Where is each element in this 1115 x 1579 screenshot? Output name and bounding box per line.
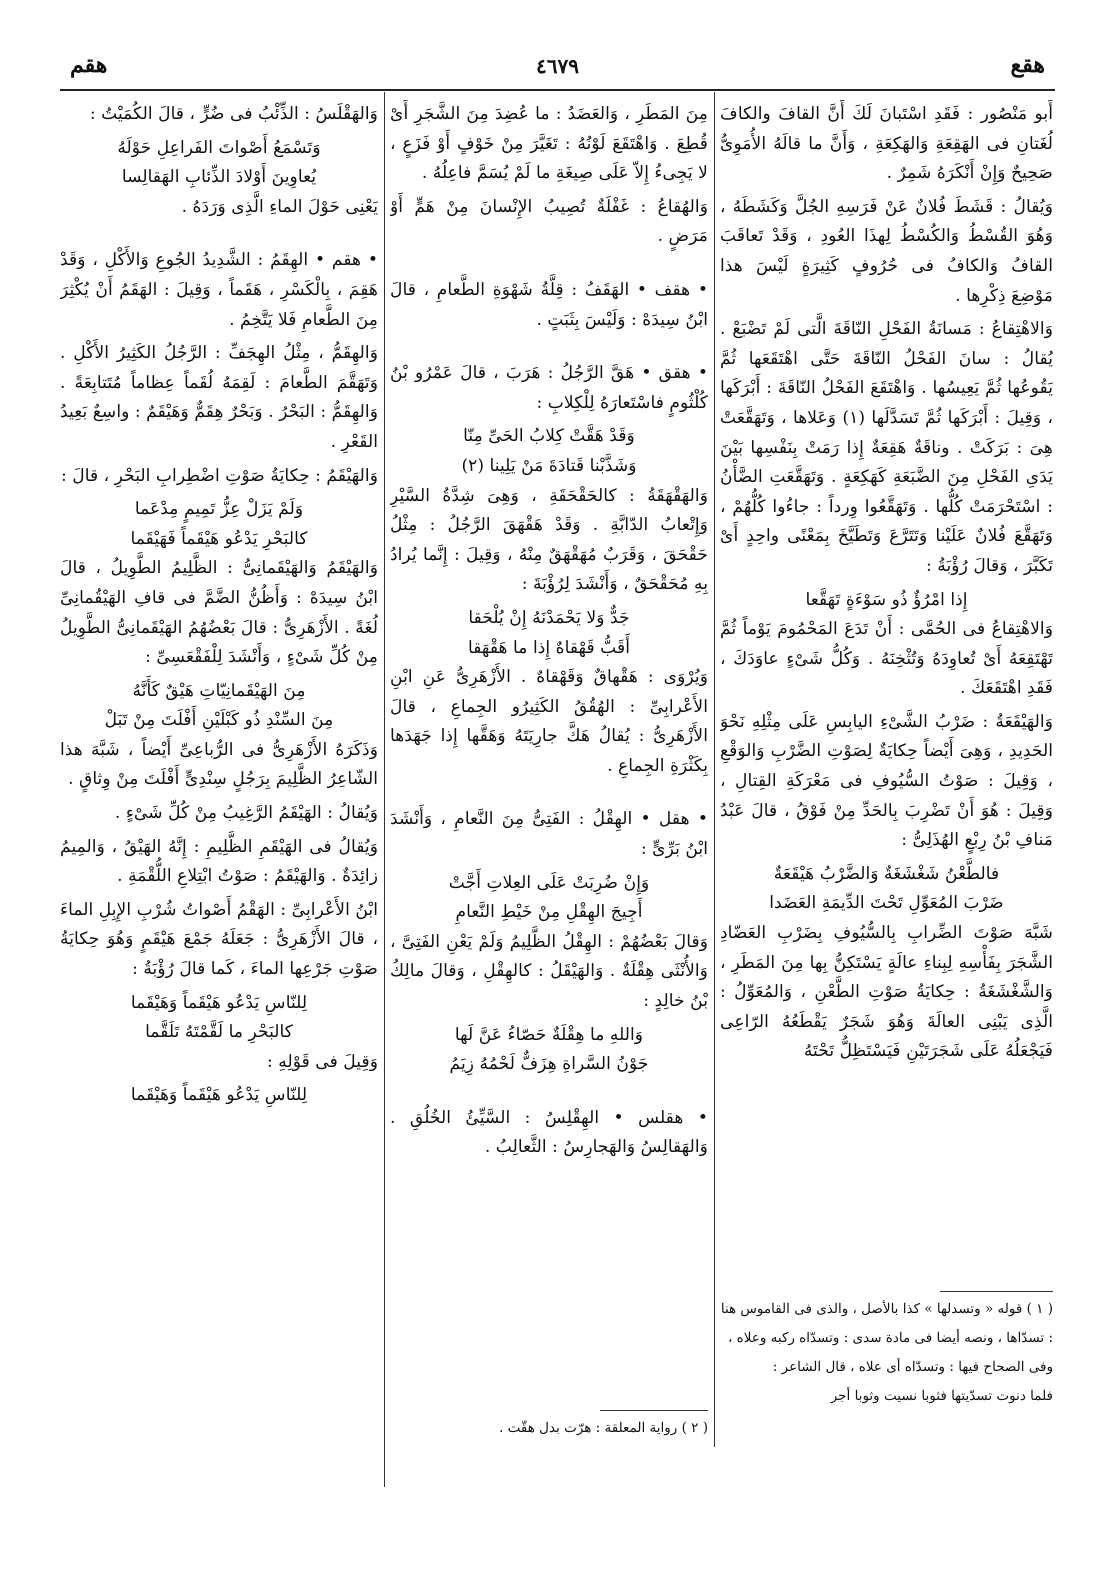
verse-line: أَجِيجَ الهِقْلِ مِنْ خَيْطِ النَّعامِ	[455, 902, 643, 923]
paragraph: وَالهَقْلَسُ : الذِّئْبُ فى ضُرٍّ ، قالَ الكُمَيْتُ :	[89, 104, 378, 124]
verse-line: يُعاوِينَ أَوْلادَ الذِّئابِ الهَقالِسا	[121, 167, 317, 188]
paragraph: وَيُرْوَى : هَقْهاقٌ وَقَهْقاهٌ . الأَزْهَرِىُّ عَنِ ابْنِ الأَعْرابِىِّ : الهُقُقُ الكَثِيرُو الجِماعِ ، قالَ الأَزْهَرِىُّ : يُقالُ هَكَّ جارِيَتَهُ وَهَقَّها إِذا جَهَدَها بِكَثْرَةِ الجِماعِ .	[390, 667, 708, 776]
verse-line: وَشَذَّبْنا قَتادَةَ مَنْ يَلِينا (٢)	[461, 455, 637, 476]
entry-heading-paragraph: • هقل • الهِقْلُ : الفَتِىُّ مِنَ النَّعامِ ، وَأَنْشَدَ ابْنُ بَرِّىٍّ :	[390, 809, 708, 860]
paragraph: يَعْنِى حَوْلَ الماءِ الَّذِى وَرَدَهُ .	[181, 196, 378, 217]
paragraph: وَذَكَرَهُ الأَزْهَرِىُّ فى الرُّباعِىِّ أَيْضاً ، شَبَّهَ هذا الشّاعِرُ الظَّلِيمَ بِرَجُلٍ سِنْدِىٍّ أَفْلَتَ مِنْ وِثاقٍ .	[60, 739, 378, 790]
verse-line: لِلنّاسِ يَدْعُو هَيْقَماً وَهَيْقَما	[130, 992, 308, 1013]
verse-line: أَقَبُّ قَهْقاهٌ إِذا ما هَقْهَقا	[467, 637, 631, 658]
entry-heading-paragraph: • هقف • الهَقَفُ : قِلَّةُ شَهْوَةِ الطَّعامِ ، قالَ ابْنُ سِيدَهْ : وَلَيْسَ بِثَبَتٍ .	[390, 279, 708, 330]
entry-heading-paragraph: • هقم • الهِقَمُ : الشَّدِيدُ الجُوعِ وَالأَكْلِ ، وَقَدْ هَقِمَ ، بِالْكَسْرِ ، هَقَماً ، وَقِيلَ : الهَقَمُ أَنْ يُكْثِرَ مِنَ الطَّعامِ فَلا يَتَّخِمُ .	[60, 250, 378, 330]
verse-line: كالبَحْرِ يَدْعُو هَيْقَماً فَهَيْقَما	[130, 528, 308, 549]
paragraph: شَبَّهَ صَوْتَ الضِّرابِ بِالسُّيُوفِ بِضَرْبِ العَضّادِ الشَّجَرَ بِفَأْسِهِ لِبِناءِ عالَةٍ يَسْتَكِنُّ بِها مِنَ المَطَرِ ، وَالشَّغْشَغَةُ : حِكايَةُ صَوْتِ الطَّعْنِ ، وَالمُعَوِّلُ : الَّذِى يَبْنِى العالَةَ وَهُوَ شَجَرٌ يَقْطَعُهُ الرّاعِى فَيَجْعَلُهُ عَلَى شَجَرَتَيْنِ فَيَسْتَظِلُّ تَحْتَهُ	[720, 923, 1053, 1062]
footnote-rule	[600, 1410, 708, 1411]
verse-line: وَإِنْ ضُرِبَتْ عَلَى العِلاتِ أَجَّتْ	[448, 872, 650, 893]
header-right-word: هقع	[1010, 52, 1045, 78]
verse-line: وَلَمْ يَزَلْ عِزُّ تَمِيمٍ مِدْعَما	[134, 499, 304, 520]
paragraph: وَالاهْتِقاعُ فى الحُمَّى : أَنْ تَدَعَ المَحْمُومَ يَوْماً ثُمَّ تَهْتَقِعَهُ أَىْ تُعاوِدَهُ وَتُثْخِنَهُ . وَكُلُّ شَىْءٍ عاوَدَكَ ، فَقَدِ اهْتَقَعَكَ .	[720, 619, 1053, 699]
footnotes-middle-column	[390, 1414, 708, 1444]
paragraph: مِنَ المَطَرِ ، وَالعَضَدُ : ما عُضِدَ مِنَ الشَّجَرِ أَىْ قُطِعَ . وَاهْتَقَعَ لَوْنُهُ : تَغَيَّرَ مِنْ خَوْفٍ أَوْ فَزَعٍ ، لا يَجِىءُ إِلاّ عَلَى صِيغَةِ ما لَمْ يُسَمَّ فاعِلُهُ .	[390, 104, 708, 184]
verse-line: جَوْنُ السَّراةِ هِزَفٌّ لَحْمُهُ زِيَمُ	[449, 1054, 649, 1075]
paragraph: وَيُقالُ : الهَيْقَمُ الرَّغِيبُ مِنْ كُلِّ شَىْءٍ .	[114, 803, 378, 824]
footnote-line: فلما دنوت تسدّيتها فثوبا نسيت وثوبا أجر	[830, 1388, 1053, 1404]
verse-line: كالبَحْرِ ما لَقَّمْتَهُ تَلَقَّما	[145, 1022, 293, 1043]
verse-line: لِلنّاسِ يَدْعُو هَيْقَماً وَهَيْقَما	[130, 1085, 308, 1106]
entry-heading-paragraph: • هقلس • الهِقْلِسُ : السَّيِّئُ الخُلُقِ . وَالهَقالِسُ وَالهَجارِسُ : الثَّعالِبُ .	[390, 1107, 708, 1158]
column-middle	[390, 100, 708, 1440]
footnote-line: ( ١ ) قوله « وتسدلها » كذا بالأصل ، والذى فى القاموس هنا : تسدّاها ، ونصه أيضا فى مادة سدى : وتسدّاه ركبه وعلاه ، وفى الصحاح فيها : وتسدّاه أى علاه ، قال الشاعر :	[720, 1301, 1053, 1375]
paragraph: وَالهَقْهَقَةُ : كالحَقْحَقَةِ ، وَهِىَ شِدَّةُ السَّيْرِ وَإِتْعابُ الدّابَّةِ . وَقَدْ هَقْهَقَ الرَّجُلُ : مِثْلُ حَقْحَقَ ، وَقَرَبٌ مُهَقْهَقٌ مِنْهُ ، وَقِيلَ : إِنَّما يُرادُ بِهِ مُحَقْحَقٌ ، وَأَنْشَدَ لِرُؤْبَةَ :	[390, 485, 708, 595]
paragraph: ابْنُ الأَعْرابِىِّ : الهَقْمُ أَصْواتُ شُرْبِ الإِبِلِ الماءَ ، قالَ الأَزْهَرِىُّ : جَعَلَهُ جَمْعَ هَيْقَمٍ وَهُوَ حِكايَةُ صَوْتِ جَرْعِها الماءَ ، كَما قالَ رُؤْبَةُ :	[60, 899, 378, 980]
footnotes-right-column	[720, 1295, 1053, 1455]
column-divider	[714, 92, 715, 1447]
paragraph: وَالاهْتِقاعُ : مَسانَةُ الفَحْلِ النّاقَةَ الَّتى لَمْ تَضْبَعْ . يُقالُ : سانَ الفَحْلُ النّاقَةَ حَتَّى اهْتَقَعَها ثُمَّ يَقُوعُها ثُمَّ يَعِيسُها . وَاهْتَقَعَ الفَحْلُ النّاقَةَ : أَبْرَكَها ، وَقِيلَ : أَبْرَكَها ثُمَّ تَسَدَّلَها (١) وَعَلاها ، وَتَهَقَّعَتْ هِىَ : بَرَكَتْ . وناقَةٌ هَقِعَةٌ إِذا رَمَتْ بِنَفْسِها بَيْنَ يَدَىِ الفَحْلِ مِنَ الضَّبَعَةِ كَهَكِعَةٍ . وَتَهَقَّعَتِ الضَّأْنُ : اسْتَحْرَمَتْ كُلُّها . وَتَهَقَّعُوا وِرداً : جاءُوا كُلُّهُمْ ، وَتَهَقَّعَ فُلانٌ عَلَيْنا وَتَتَرَّعَ وَتَطَيَّخَ بِمَعْنًى واحِدٍ أَىْ تَكَبَّرَ ، وَقالَ رُؤْبَةُ :	[720, 319, 1053, 576]
paragraph: أَبو مَنْصُور : فَقَدِ اسْتَبانَ لَكَ أَنَّ القافَ والكافَ لُغَتانِ فى الهَقِعَةِ وَالهَكِعَةِ ، وَأَنَّ ما قالَهُ الأُمَوِىُّ صَحِيحٌ وَإِنْ أَنْكَرَهُ شَمِرٌ .	[720, 104, 1053, 184]
page-header	[60, 52, 1055, 88]
verse-line: جَدٌّ وَلا يَحْمَدْنَهُ إِنْ يُلْحَقا	[468, 607, 630, 628]
header-rule	[60, 89, 1055, 91]
verse-line: وَاللهِ ما هِقْلَةٌ حَصّاءُ عَنَّ لَها	[454, 1024, 644, 1045]
paragraph: وَالهِقَمُّ ، مِثْلُ الهِجَفِّ : الرَّجُلُ الكَثِيرُ الأَكْلِ . وَتَهَقَّمَ الطَّعامَ : لَقِمَهُ لُقَماً عِظاماً مُتَتابِعَةً . وَالهِقَمُّ : البَحْرُ . وَبَحْرٌ هِقَمٌّ وَهَيْقَمٌ : واسِعٌ بَعِيدُ القَعْرِ .	[60, 343, 378, 452]
paragraph: وَالهُقاعُ : غَفْلَةٌ تُصِيبُ الإِنْسانَ مِنْ هَمٍّ أَوْ مَرَضٍ .	[390, 196, 708, 247]
verse-line: وَتَسْمَعُ أَصْواتَ الفَراعِلِ حَوْلَهُ	[117, 137, 321, 158]
page-number: ٤٦٧٩	[536, 54, 579, 78]
verse-line: مِنَ السِّنْدِ ذُو كَبْلَيْنِ أَفْلَتَ مِنْ تَبَلْ	[104, 710, 334, 731]
column-left	[60, 100, 378, 1480]
column-right	[720, 100, 1053, 1440]
header-left-word: هقم	[70, 52, 108, 78]
paragraph: وَقِيلَ فى قَوْلِهِ :	[267, 1051, 378, 1072]
paragraph: وَيُقالُ : قَشَطَ فُلانٌ عَنْ فَرَسِهِ الجُلَّ وَكَشَطَهُ ، وَهُوَ القُسْطُ وَالكُسْطُ لِهذَا العُودِ ، وَقَدْ تَعاقَبَ القافُ وَالكافُ فى حُرُوفٍ كَثِيرَةٍ لَيْسَ هذا مَوْضِعَ ذِكْرِها .	[720, 196, 1053, 306]
entry-heading-paragraph: • هقق • هَقَّ الرَّجُلُ : هَرَبَ ، قالَ عَمْرُو بْنُ كُلْثُومٍ فاسْتَعارَهُ لِلْكِلابِ :	[390, 363, 708, 413]
verse-line: فالطَّعْنُ شَغْشَغَةٌ وَالضَّرْبُ هَيْقَعَةٌ	[773, 863, 1000, 884]
paragraph: وَقالَ بَعْضُهُمْ : الهِقْلُ الظَّلِيمُ وَلَمْ يَعْنِ الفَتِىَّ ، وَالأُنْثَى هِقْلَةٌ . وَالهَيْقَلُ : كالهِقْلِ ، وَقالَ مالِكُ بْنُ خالِدٍ :	[390, 931, 708, 1012]
verse-line: مِنَ الهَيْقَمانِيّاتِ هَيْقٌ كَأَنَّهُ	[132, 680, 306, 701]
verse-line: ضَرْبَ المُعَوِّلِ تَحْتَ الدِّيمَةِ العَضَدا	[769, 893, 1004, 914]
verse-line: إِذا امْرُؤٌ ذُو سَوْءَةٍ تَهَقَّعا	[805, 589, 968, 610]
paragraph: وَيُقالُ فى الهَيْقَمِ الظَّلِيمِ : إِنَّهُ الهَيْقُ ، وَالمِيمُ زائِدَةٌ . وَالهَيْقَمُ : صَوْتُ ابْتِلاعِ اللُّقْمَةِ .	[60, 836, 378, 887]
paragraph: وَالهَيْقَمُ وَالهَيْقَمانِىُّ : الظَّلِيمُ الطَّوِيلُ ، قالَ ابْنُ سِيدَهْ : وَأَظُنُّ الضَّمَّ فى قافِ الهَيْقُمانِىِّ لُغَةً . الأَزْهَرِىُّ : قالَ بَعْضُهُمُ الهَيْقَمانِىُّ الطَّوِيلُ مِنْ كُلِّ شَىْءٍ ، وَأَنْشَدَ لِلْفَقْعَسِىِّ :	[60, 558, 378, 668]
paragraph: وَالهَيْقَعَةُ : ضَرْبُ الشَّىْءِ اليابِسِ عَلَى مِثْلِهِ نَحْوَ الحَدِيدِ ، وَهِىَ أَيْضاً حِكايَةٌ لِصَوْتِ الضَّرْبِ وَالوَقْعِ ، وَقِيلَ : صَوْتُ السُّيُوفِ فى مَعْرَكَةِ القِتالِ ، وَقِيلَ : هُوَ أَنْ تَضْرِبَ بِالحَدِّ مِنْ فَوْقُ ، قالَ عَبْدُ مَنافِ بْنُ رِبْعٍ الهُذَلِىُّ :	[720, 711, 1053, 851]
column-divider	[384, 92, 385, 1487]
paragraph: وَالهَيْقَمُ : حِكايَةُ صَوْتِ اضْطِرابِ البَحْرِ ، قالَ :	[60, 465, 378, 486]
footnote-rule	[940, 1291, 1053, 1292]
verse-line: وَقَدْ هَقَّتْ كِلابُ الحَىِّ مِنّا	[463, 426, 635, 447]
footnote-line: ( ٢ ) رواية المعلقة : هرّت بدل هقّت .	[499, 1420, 708, 1436]
